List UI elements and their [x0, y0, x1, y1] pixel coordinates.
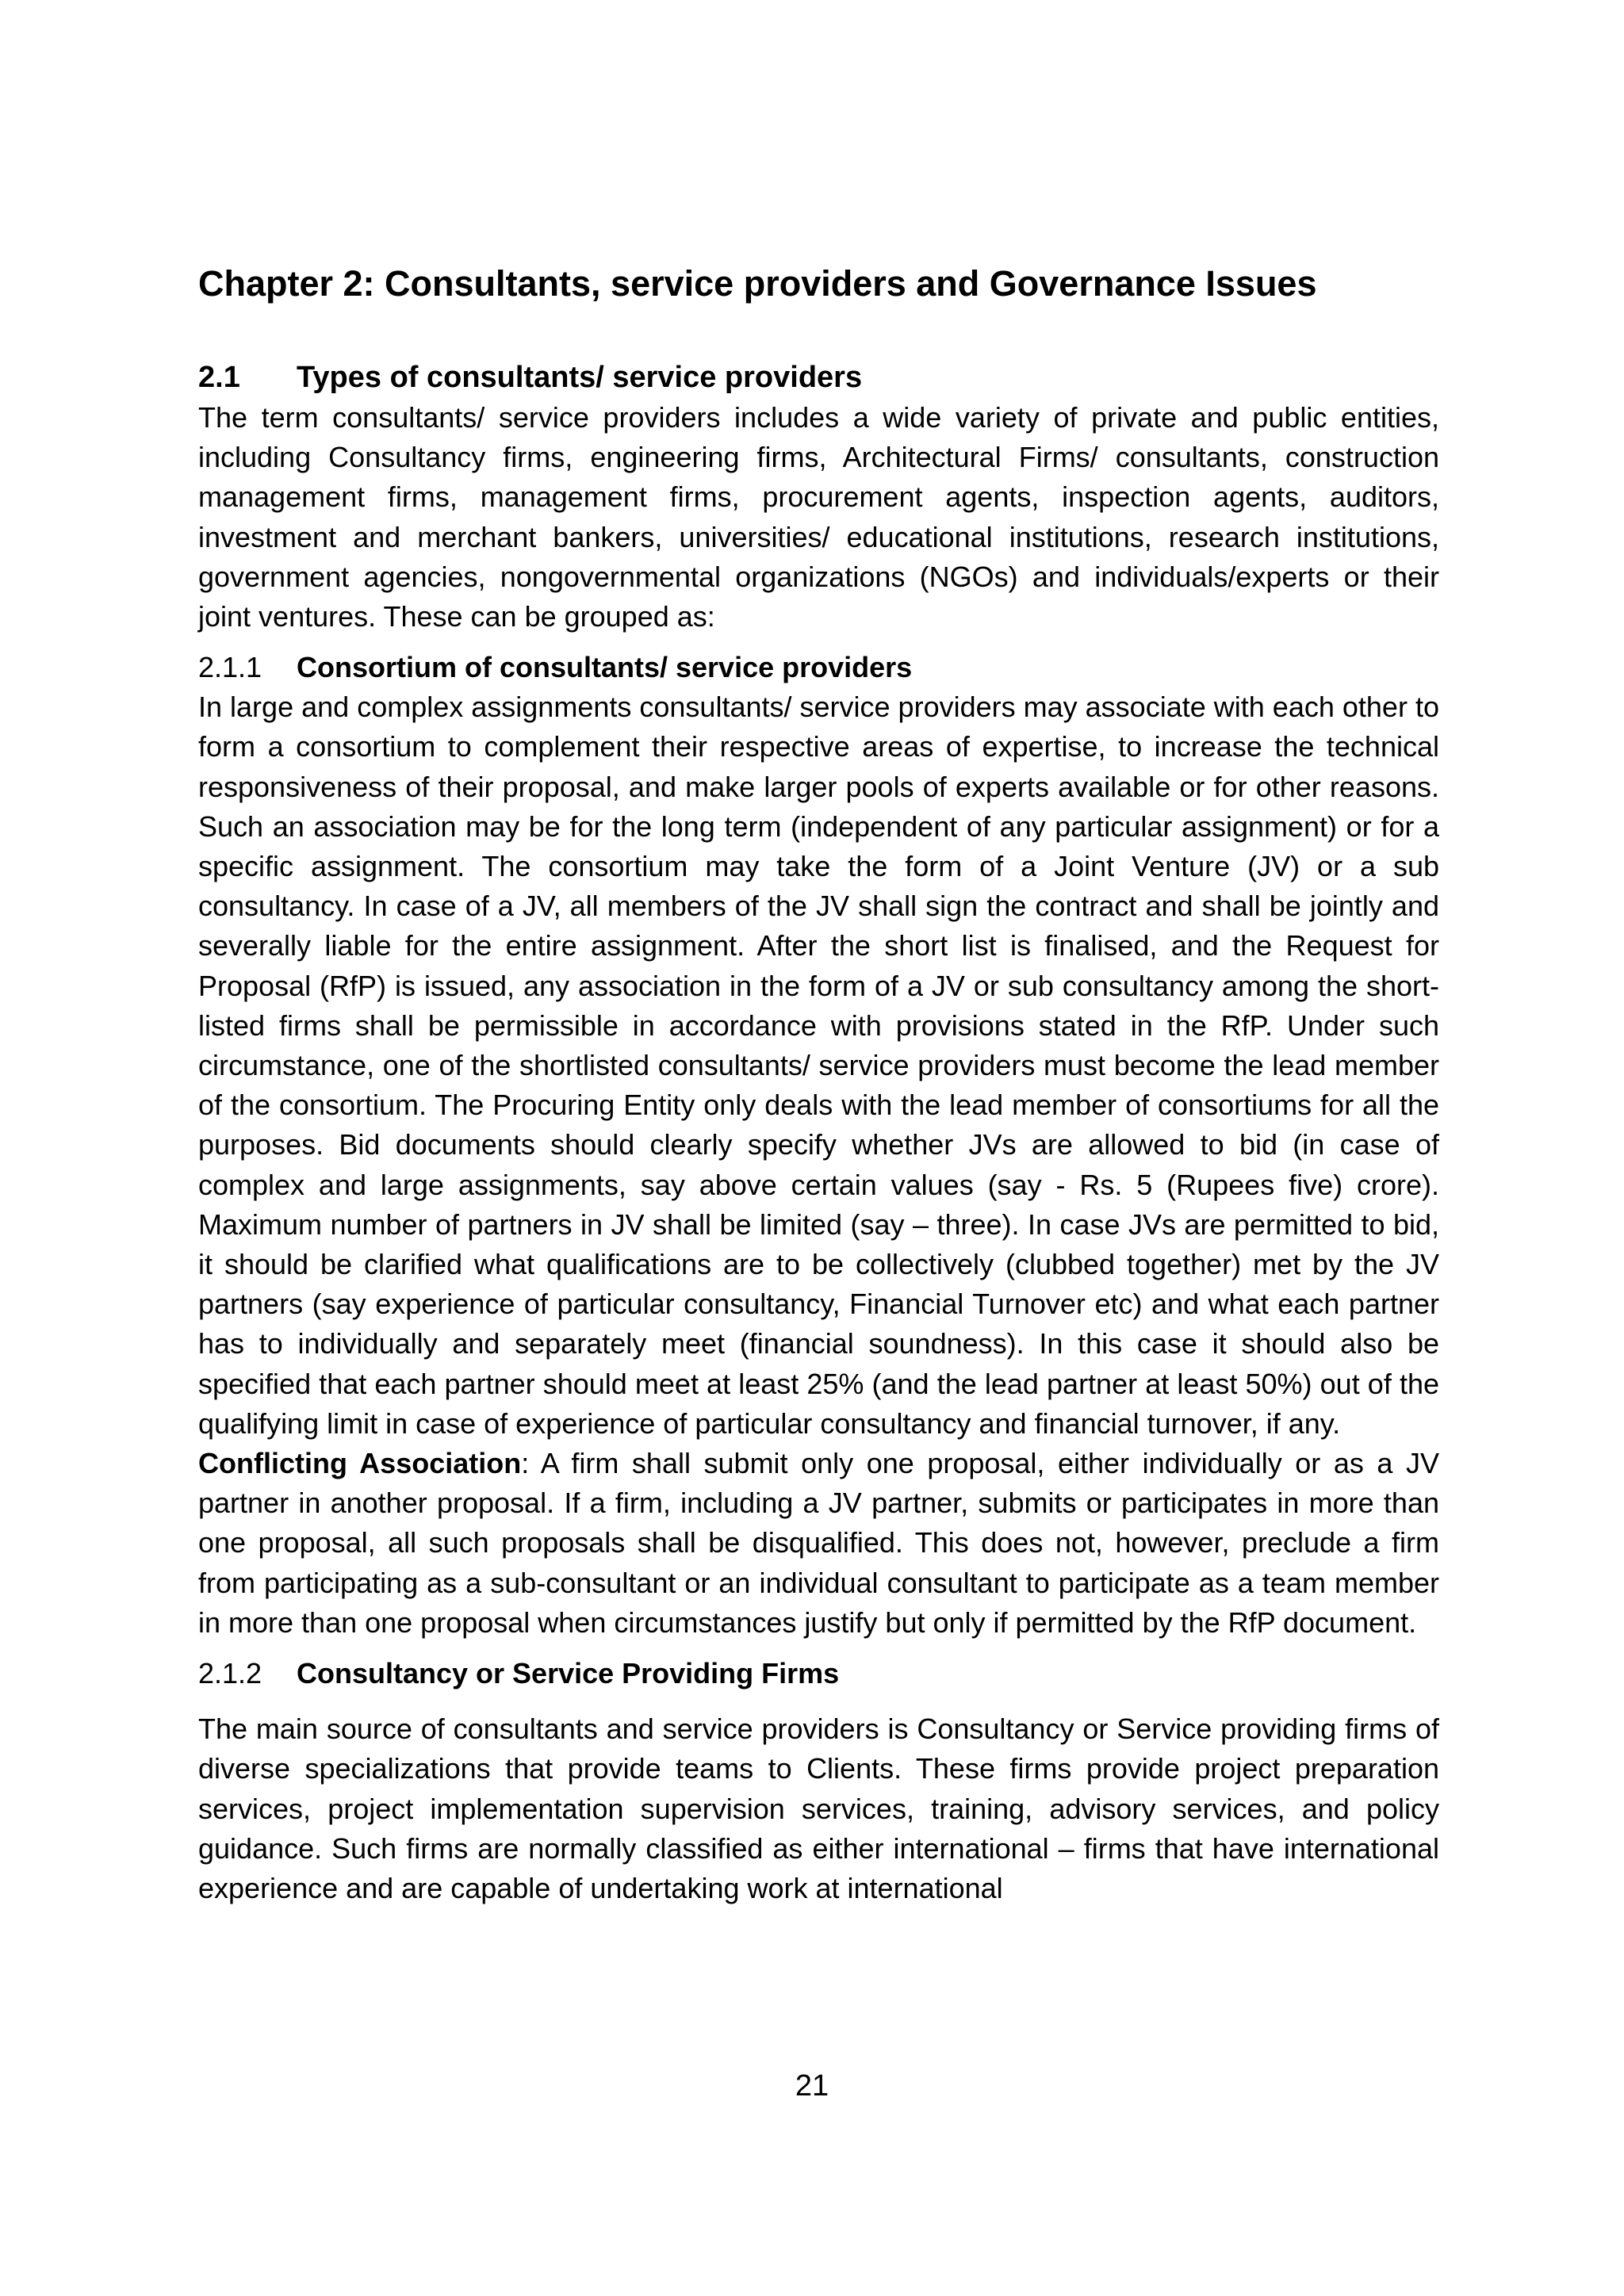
section-2-1-1-title: Consortium of consultants/ service providers — [297, 651, 913, 684]
conflicting-association-label: Conflicting Association — [198, 1447, 522, 1480]
section-2-1-2-title: Consultancy or Service Providing Firms — [297, 1657, 840, 1690]
section-2-1-1-paragraph: In large and complex assignments consultants/ service providers may associate with each other to form a consortium to complement their respective areas of expertise, to increase the technical responsiveness of their proposal, and make larger pools of experts available or for other reasons. Such an association may be for the long term (independent of any particular assignment) or for a specific assignment. The consortium may take the form of a Joint Venture (JV) or a sub consultancy. In case of a JV, all members of the JV shall sign the contract and shall be jointly and severally liable for the entire assignment. After the short list is finalised, and the Request for Proposal (RfP) is issued, any association in the form of a JV or sub consultancy among the short-listed firms shall be permissible in accordance with provisions stated in the RfP. Under such circumstance, one of the shortlisted consultants/ service providers must become the lead member of the consortium. The Procuring Entity only deals with the lead member of consortiums for all the purposes. Bid documents should clearly specify whether JVs are allowed to bid (in case of complex and large assignments, say above certain values (say - Rs. 5 (Rupees five) crore). Maximum number of partners in JV shall be limited (say – three). In case JVs are permitted to bid, it should be clarified what qualifications are to be collectively (clubbed together) met by the JV partners (say experience of particular consultancy, Financial Turnover etc) and what each partner has to individually and separately meet (financial soundness). In this case it should also be specified that each partner should meet at least 25% (and the lead partner at least 50%) out of the qualifying limit in case of experience of particular consultancy and financial turnover, if any. — [198, 691, 1439, 1440]
section-2-1-2-number: 2.1.2 — [198, 1657, 262, 1690]
section-2-1-heading — [198, 357, 1439, 398]
section-2-1-paragraph: The term consultants/ service providers includes a wide variety of private and public entities, including Consultancy firms, engineering firms, Architectural Firms/ consultants, construction management firms, management firms, procurement agents, inspection agents, auditors, investment and merchant bankers, universities/ educational institutions, research institutions, government agencies, nongovernmental organizations (NGOs) and individuals/experts or their joint ventures. These can be grouped as: — [198, 401, 1439, 633]
body-text — [198, 357, 1439, 1908]
page-number: 21 — [795, 2069, 829, 2103]
section-2-1-1-number: 2.1.1 — [198, 651, 262, 684]
conflicting-association-paragraph — [198, 1444, 1439, 1643]
section-2-1-1-heading — [198, 648, 1439, 687]
section-2-1-2-heading — [198, 1654, 1439, 1693]
chapter-title: Chapter 2: Consultants, service providers and Governance Issues — [198, 263, 1317, 304]
section-2-1-title: Types of consultants/ service providers — [297, 361, 863, 394]
conflicting-association-text: : A firm shall submit only one proposal, either individually or as a JV partner in another proposal. If a firm, including a JV partner, submits or participates in more than one proposal, all such proposals shall be disqualified. This does not, however, preclude a firm from participating as a sub-consultant or an individual consultant to participate as a team member in more than one proposal when circumstances justify but only if permitted by the RfP document. — [198, 1447, 1439, 1639]
section-2-1-2-paragraph: The main source of consultants and service providers is Consultancy or Service providing firms of diverse specializations that provide teams to Clients. These firms provide project preparation services, project implementation supervision services, training, advisory services, and policy guidance. Such firms are normally classified as either international – firms that have international experience and are capable of undertaking work at international — [198, 1712, 1439, 1904]
section-2-1-number: 2.1 — [198, 361, 240, 394]
